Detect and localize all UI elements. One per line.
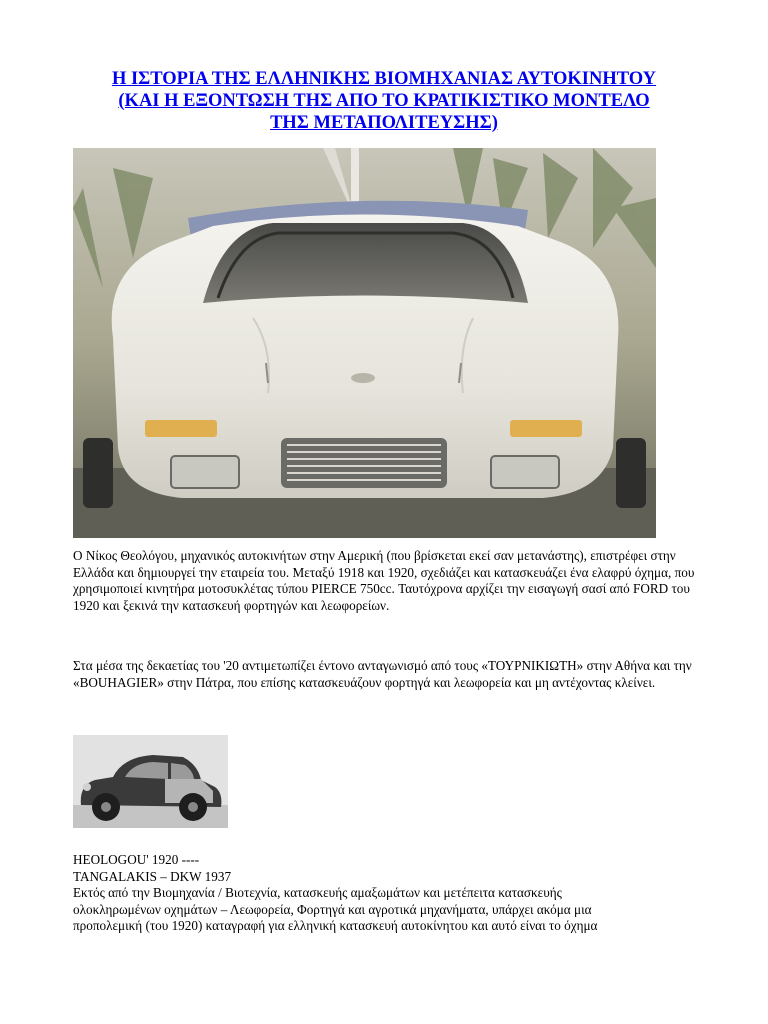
title-line-1[interactable]: Η ΙΣΤΟΡΙΑ ΤΗΣ ΕΛΛΗΝΙΚΗΣ ΒΙΟΜΗΧΑΝΙΑΣ ΑΥΤΟΚΙΝΗΤΟΥ [111,69,657,89]
caption-line-4: ολοκληρωμένων οχημάτων – Λεωφορεία, Φορτηγά και αγροτικά μηχανήματα, υπάρχει ακόμα μια [73,901,592,917]
caption-line-1: HEOLOGOU' 1920 ---- [73,852,200,867]
caption-line-3: Εκτός από την Βιομηχανία / Βιοτεχνία, κατασκευής αμαξωμάτων και μετέπειτα κατασκευής [73,885,562,900]
caption-line-2: TANGALAKIS – DKW 1937 [73,868,232,884]
paragraph-theologou: Ο Νίκος Θεολόγου, μηχανικός αυτοκινήτων στην Αμερική (που βρίσκεται εκεί σαν μετανάστης), επιστρέφει στην Ελλάδα και δημιουργεί την εταιρεία του. Μεταξύ 1918 και 1920, σχεδιάζει και κατασκευάζει ένα ελαφρύ όχημα, που χρησιμοποιεί κινητήρα μοτοσυκλέτας τύπου PIERCE 750cc. Ταυτόχρονα αρχίζει την εισαγωγή σασί από FORD του 1920 και ξεκινά την κατασκευή φορτηγών και λεωφορείων. [73,548,695,613]
sports-car-photo [73,148,656,538]
title-line-3[interactable]: ΤΗΣ ΜΕΤΑΠΟΛΙΤΕΥΣΗΣ) [270,113,498,133]
title-link[interactable] [40,68,728,134]
document-title[interactable] [40,68,728,134]
paragraph-competition: Στα μέσα της δεκαετίας του '20 αντιμετωπίζει έντονο ανταγωνισμό από τους «ΤΟΥΡΝΙΚΙΩΤΗ» στην Αθήνα και την «BOUHAGIER» στην Πάτρα, που επίσης κατασκευάζουν φορτηγά και λεωφορεία και μη αντέχοντας κλείνει. [73,658,692,690]
vintage-car-illustration [73,735,228,828]
vintage-car-photo [73,735,228,828]
caption-block [73,852,713,935]
title-line-2[interactable]: (ΚΑΙ Η ΕΞΟΝΤΩΣΗ ΤΗΣ ΑΠΟ ΤΟ ΚΡΑΤΙΚΙΣΤΙΚΟ ΜΟΝΤΕΛΟ [118,91,650,111]
caption-line-5: προπολεμική (του 1920) καταγραφή για ελληνική κατασκευή αυτοκίνητου και αυτό είναι το όχημα [73,918,598,933]
sports-car-illustration [73,148,656,538]
